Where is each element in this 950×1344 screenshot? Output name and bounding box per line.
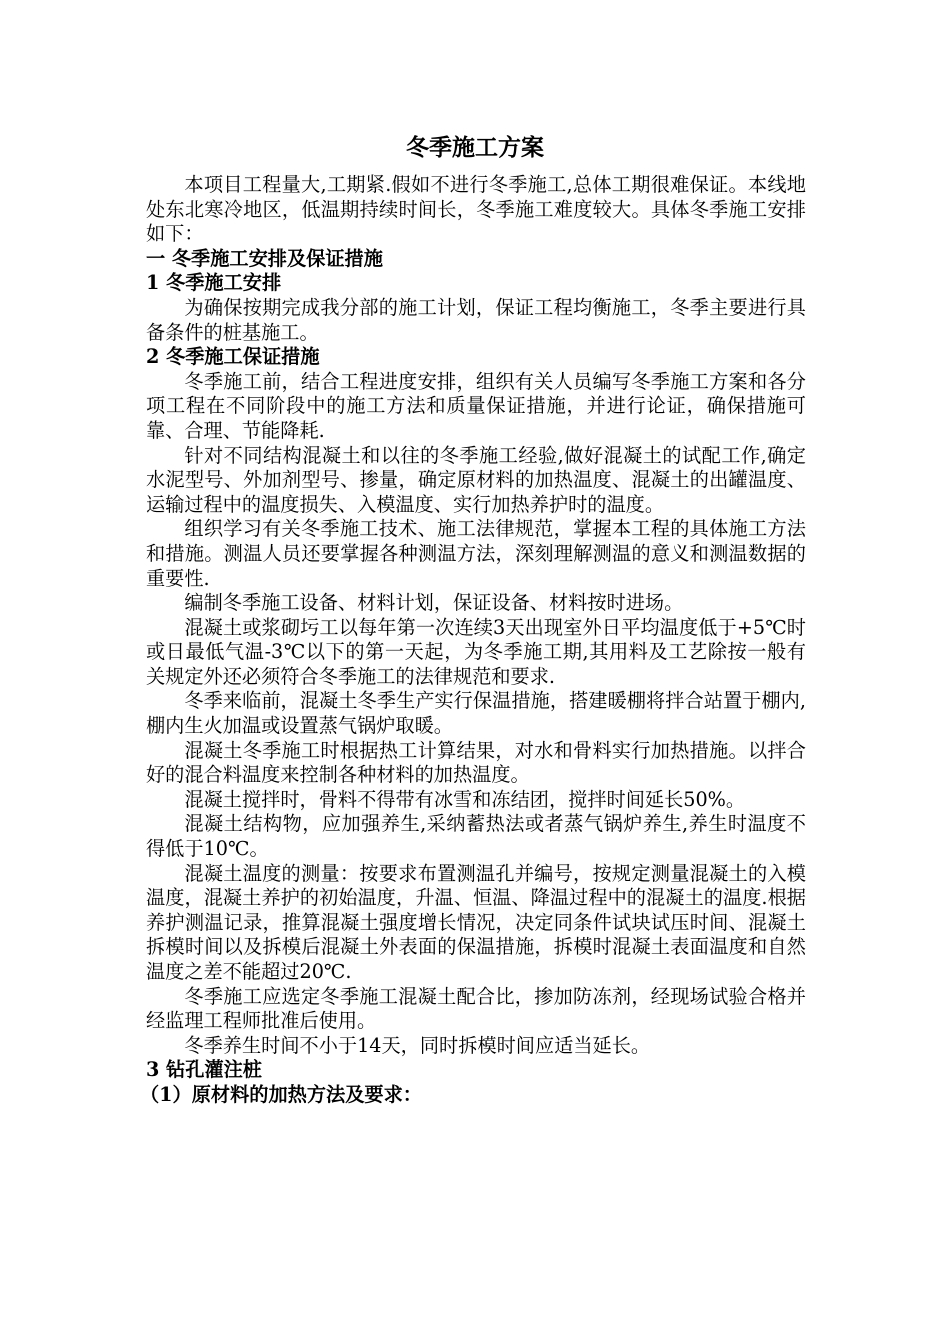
paragraph: 冬季施工前，结合工程进度安排，组织有关人员编写冬季施工方案和各分项工程在不同阶段中的施工方法和质量保证措施，并进行论证，确保措施可靠、合理、节能降耗. bbox=[146, 369, 806, 442]
section-heading: 一 冬季施工安排及保证措施 bbox=[146, 246, 383, 270]
document-title: 冬季施工方案 bbox=[406, 134, 544, 161]
paragraph: 为确保按期完成我分部的施工计划，保证工程均衡施工，冬季主要进行具备条件的桩基施工。 bbox=[146, 295, 806, 344]
paragraph: 混凝土冬季施工时根据热工计算结果，对水和骨料实行加热措施。以拌合好的混合料温度来控制各种材料的加热温度。 bbox=[146, 738, 806, 787]
paragraph: 冬季施工应选定冬季施工混凝土配合比，掺加防冻剂，经现场试验合格并经监理工程师批准后使用。 bbox=[146, 984, 806, 1033]
paragraph: 针对不同结构混凝土和以往的冬季施工经验,做好混凝土的试配工作,确定水泥型号、外加剂型号、掺量，确定原材料的加热温度、混凝土的出罐温度、运输过程中的温度损失、入模温度、实行加热养护时的温度。 bbox=[146, 443, 806, 516]
paragraph: 冬季来临前，混凝土冬季生产实行保温措施，搭建暖棚将拌合站置于棚内,棚内生火加温或设置蒸气锅炉取暖。 bbox=[146, 689, 806, 738]
subsection-heading-measures: 2 冬季施工保证措施 bbox=[146, 345, 320, 369]
paragraph: 混凝土搅拌时，骨料不得带有冰雪和冻结团，搅拌时间延长50%。 bbox=[184, 787, 746, 811]
paragraph: 编制冬季施工设备、材料计划，保证设备、材料按时进场。 bbox=[184, 591, 684, 615]
paragraph: 冬季养生时间不小于14天，同时拆模时间应适当延长。 bbox=[184, 1033, 651, 1057]
paragraph: 组织学习有关冬季施工技术、施工法律规范，掌握本工程的具体施工方法和措施。测温人员还要掌握各种测温方法，深刻理解测温的意义和测温数据的重要性. bbox=[146, 517, 806, 590]
subsection-heading-bored-piles: 3 钻孔灌注桩 bbox=[146, 1058, 262, 1082]
item-heading: （1）原材料的加热方法及要求： bbox=[140, 1082, 422, 1106]
intro-paragraph: 本项目工程量大,工期紧.假如不进行冬季施工,总体工期很难保证。本线地处东北寒冷地区，低温期持续时间长，冬季施工难度较大。具体冬季施工安排如下： bbox=[146, 173, 806, 246]
subsection-heading-arrangement: 1 冬季施工安排 bbox=[146, 271, 282, 295]
paragraph: 混凝土温度的测量：按要求布置测温孔并编号，按规定测量混凝土的入模温度，混凝土养护的初始温度，升温、恒温、降温过程中的混凝土的温度.根据养护测温记录，推算混凝土强度增长情况，决定同条件试块试压时间、混凝土拆模时间以及拆模后混凝土外表面的保温措施，拆模时混凝土表面温度和自然温度之差不能超过20℃. bbox=[146, 861, 806, 983]
paragraph: 混凝土结构物，应加强养生,采纳蓄热法或者蒸气锅炉养生,养生时温度不得低于10℃。 bbox=[146, 812, 806, 861]
document-body bbox=[140, 173, 806, 1108]
paragraph: 混凝土或浆砌圬工以每年第一次连续3天出现室外日平均温度低于+5℃时或日最低气温-3℃以下的第一天起，为冬季施工期,其用料及工艺除按一般有关规定外还必须符合冬季施工的法律规范和要求. bbox=[146, 615, 806, 688]
